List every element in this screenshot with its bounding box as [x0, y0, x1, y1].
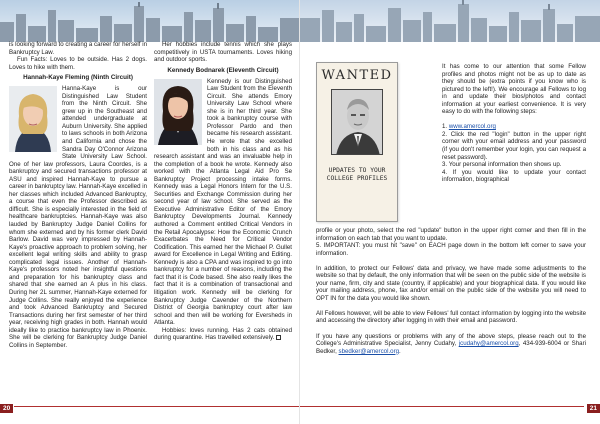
all-fellows-text: All Fellows however, will be able to view Fellows' full contact information by logging into the website and accessing the directory after logging in with their email and password. — [316, 309, 586, 325]
poster-mugshot — [331, 89, 383, 155]
hobbies-kennedy-text: Hobbies: loves running. Has 2 cats obtained during quarantine. Has travelled extensively. — [154, 326, 292, 342]
step-5: 5. IMPORTANT: you must hit "save" on EACH page down in the bottom left corner to save your information. — [316, 242, 586, 257]
skyline-banner-right — [300, 0, 600, 42]
poster-title: WANTED — [321, 68, 393, 83]
hobbies-hannah: Her hobbies include tennis which she plays competitively in USTA tournaments. Loves hiking and outdoor sports. — [154, 41, 292, 64]
step-1-prefix: 1. — [442, 123, 449, 131]
photo-hannah-kaye — [9, 86, 57, 152]
step-4-rest: profile or your photo, select the red "update" button in the upper right corner and then fill in the information on each tab that you want to update. — [316, 227, 586, 242]
left-column-2 — [154, 41, 292, 342]
page-number-left: 20 — [0, 404, 13, 413]
sbedker-email-link[interactable]: sbedker@amercol.org — [338, 347, 400, 355]
step-1 — [442, 123, 586, 131]
poster-subtitle: UPDATES TO YOUR COLLEGE PROFILES — [326, 167, 388, 182]
amercol-link[interactable]: www.amercol.org — [448, 123, 496, 131]
footer-rule-right — [300, 406, 584, 407]
end-mark-icon — [276, 335, 281, 340]
profile-body-hannah: Hanna-Kaye is our Distinguished Law Student from the Ninth Circuit. She grew up in the Southeast and attended undergraduate at Auburn University. She applied to laws schools in both Arizona and California and chose the Sandra Day O'Connor Arizona State University Law School. One of her law professors, Laura Coordes, is a bankruptcy and secured transactions professor at ASU and inspired Hannah-Kaye to pursue a career in bankruptcy law. Hannah-Kaye excelled in her classes which included Advanced Bankruptcy, a course that even the Professor described as difficult. She is especially interested in the field of healthcare bankruptcies. Hannah-Kaye was also lauded by Bankruptcy Judge Daniel Collins for whom she externed and by his former clerk David Barlow. David was very impressed by Hannah-Kaye's proactive approach to problem solving, her excellent legal writing skills and ability to grasp complicated legal issues. Another of Hannah-Kaye's professors noted her insightful questions and preparation for his bankruptcy class and shared that she earned an A plus in his class. During her 2L summer, Hannah-Kaye externed for Judge Collins. She really enjoyed the experience and took Advanced Bankruptcy and Secured Transactions during her first semester of her third year, receiving high grades in both. Hannah would ideally like to practice bankruptcy law in Phoenix. She will be clerking for Bankruptcy Judge Daniel Collins in September. — [9, 85, 147, 349]
step-2: 2. Click the red "login" button in the upper right corner with your email address and your password (if you don't remember your login, you can request a reset password). — [442, 130, 586, 161]
profile-heading-hannah: Hannah-Kaye Fleming (Ninth Circuit) — [23, 74, 133, 82]
profile-body-kennedy: Kennedy is our Distinguished Law Student from the Eleventh Circuit. She attends Emory University Law School where she is in her third year. She took a bankruptcy course with Professor Pardo and then became his research assistant. He wrote that she excelled both in his class and as his research assistant and was an invaluable help in the completion of a book he wrote. Kennedy also worked with the Atlanta Legal Aid Pro Se Bankruptcy Project processing intake forms. Kennedy was a Legal Honors Intern for the U.S. Securities and Exchange Commission during her second year of law school. She served as the Executive Administrative Editor of the Emory Bankruptcy Developments Journal. Kennedy authored a Comment entitled Critical Vendors in the Retail Apocalypse: How the Economic Crunch Exacerbates the Need for Critical Vendor Codification. This earned her the Michael P. Gullet award for Excellence in Legal Writing and Editing. Kennedy is also a CPA and was inspired to go into bankruptcy for a number of reasons, including the fact that it is Code based. She also really likes the fact that it is a combination of transactional and litigation work. Kennedy will be clerking for Bankruptcy Judge Cavender of the Northern District of Georgia bankruptcy court after law school and then will be working for Eversheds in Atlanta. — [154, 77, 292, 327]
photo-kennedy — [154, 79, 202, 145]
footer-rule-left — [14, 406, 300, 407]
continued-text: is looking forward to creating a career for herself in Bankruptcy Law. — [9, 41, 147, 56]
privacy-text: In addition, to protect our Fellows' data and privacy, we have made some adjustments to the website so that by default, the only information that will be seen on the public side of the website is your name, firm, city and state (country, if applicable) and your biographical data. If you would like your mailing address, phone, fax and/or email on the public side of the website you will need to OPT IN for the data you would like shown. — [316, 264, 586, 302]
left-column-1 — [9, 41, 147, 349]
profile-heading-kennedy: Kennedy Bodnarek (Eleventh Circuit) — [167, 66, 279, 74]
right-column-full — [316, 227, 586, 363]
right-page — [300, 0, 600, 424]
fun-facts: Fun Facts: Loves to be outside. Has 2 dogs. Loves to hike with them. — [9, 56, 147, 71]
intro-text: It has come to our attention that some Fellow profiles and photos might not be as up to date as they should be (extra points if you know who is pictured to the left!). We encourage all Fellows to log in and update their bios/photos and contact information at your earliest convenience. It is very easy to do with the following steps: — [442, 63, 586, 116]
contact-prefix: If you have any questions or problems with any of the above steps, please reach out to the College's Administrative Specialist, Jenny Cudahy, — [316, 332, 586, 348]
step-4-top: 4. If you would like to update your contact information, biographical — [442, 168, 586, 184]
jcudahy-email-link[interactable]: jcudahy@amercol.org — [458, 340, 519, 348]
contact-text — [316, 333, 586, 356]
right-column-top — [442, 63, 586, 184]
hobbies-kennedy — [154, 327, 292, 342]
step-3: 3. Your personal information then shows up. — [442, 161, 562, 169]
wanted-poster — [316, 62, 398, 222]
contact-suffix: . — [399, 347, 401, 355]
page-number-right: 21 — [587, 404, 600, 413]
contact-mid: , 434-939-6004 or Shari Bedker, — [316, 340, 586, 355]
skyline-banner-left — [0, 0, 300, 42]
